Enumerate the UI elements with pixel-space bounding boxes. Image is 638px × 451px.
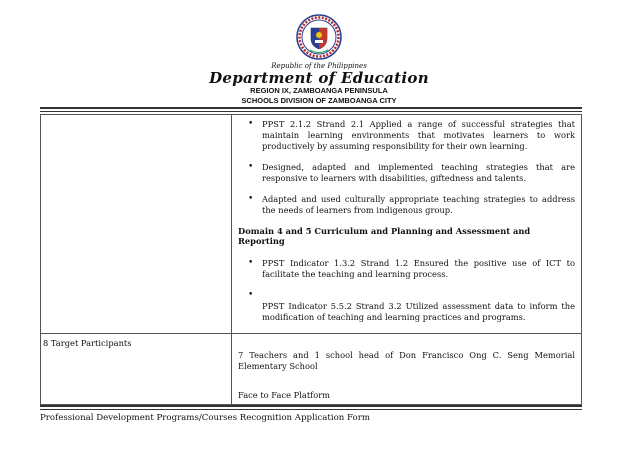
department-name: Department of Education (209, 69, 429, 87)
platform-text: Face to Face Platform (238, 390, 331, 400)
deped-seal-icon (296, 14, 342, 60)
division-line: SCHOOLS DIVISION OF ZAMBOANGA CITY (241, 96, 397, 105)
table-row (41, 334, 582, 405)
row-content-cell (232, 115, 582, 334)
indicator-list-top (238, 119, 575, 216)
row-label-cell (41, 115, 232, 334)
footer-divider-thin (40, 409, 582, 410)
participants-text: 7 Teachers and 1 school head of Don Francisco Ong C. Seng Memorial Elementary School (238, 350, 575, 371)
header-divider-thin (40, 111, 582, 112)
list-item: • PPST Indicator 1.3.2 Strand 1.2 Ensured the positive use of ICT to facilitate the teaching and learning process. (262, 258, 575, 280)
row-label-cell: 8 Target Participants (41, 334, 232, 405)
table-row (41, 115, 582, 334)
list-item: • Adapted and used culturally appropriate teaching strategies to address the needs of learners from indigenous group. (262, 194, 575, 216)
domain-heading: Domain 4 and 5 Curriculum and Planning and Assessment and Reporting (238, 226, 531, 246)
header-divider (40, 107, 582, 109)
list-item-empty (262, 290, 575, 301)
row-content-cell (232, 334, 582, 405)
footer-text: Professional Development Programs/Courses Recognition Application Form (40, 413, 370, 423)
list-item: • Designed, adapted and implemented teaching strategies that are responsive to learners with disabilities, giftedness and talents. (262, 162, 575, 184)
region-line: REGION IX, ZAMBOANGA PENINSULA (250, 86, 388, 95)
list-item: PPST Indicator 5.5.2 Strand 3.2 Utilized assessment data to inform the modification of teaching and learning practices and programs. (262, 301, 575, 322)
indicator-list-bottom (238, 258, 575, 323)
letterhead (0, 14, 638, 106)
footer-divider (40, 405, 582, 407)
form-table (40, 114, 582, 405)
republic-line: Republic of the Philippines (271, 62, 367, 70)
list-item: • PPST 2.1.2 Strand 2.1 Applied a range of successful strategies that maintain learning environments that motivates learners to work productively by assuming responsibility for their own learning. (262, 119, 575, 152)
